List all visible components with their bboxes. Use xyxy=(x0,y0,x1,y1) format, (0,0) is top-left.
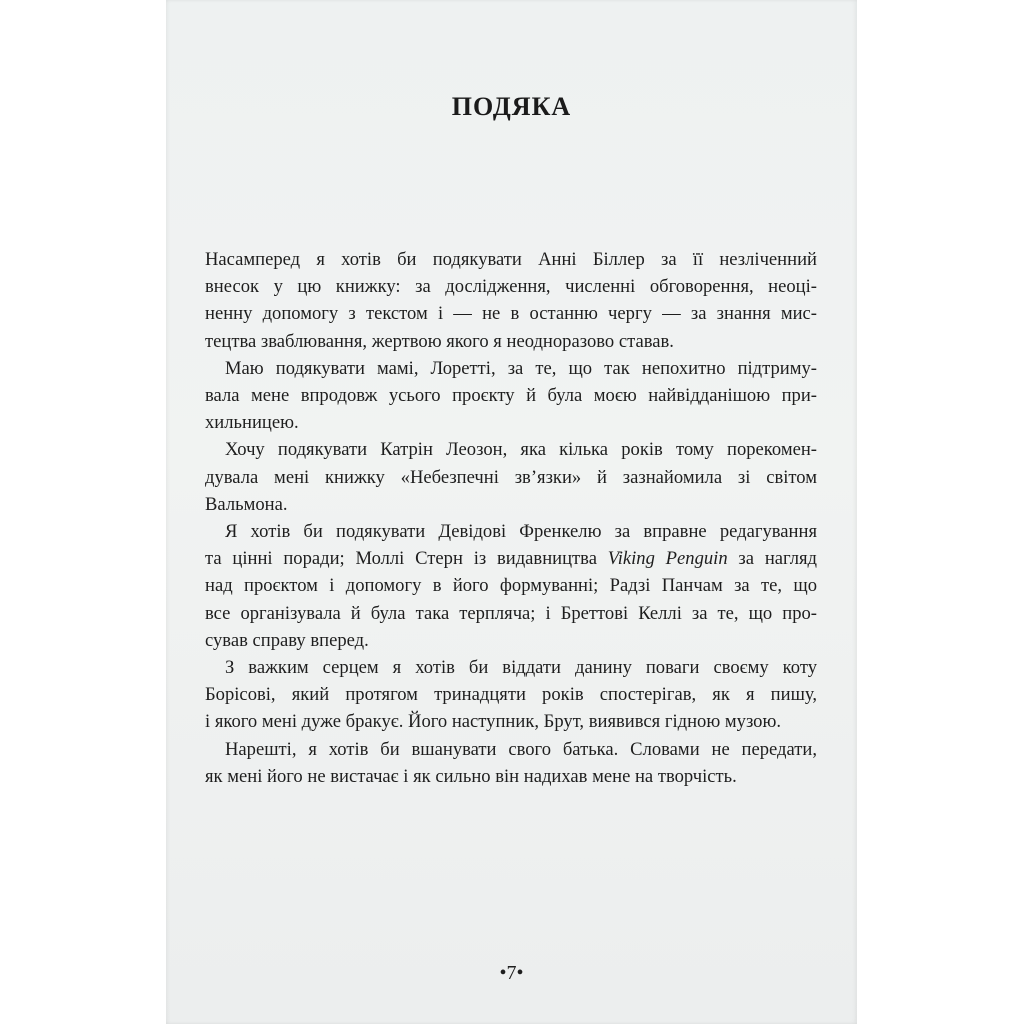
text-line: дувала мені книжку «Небезпечні зв’язки» й зазнайомила зі світом xyxy=(205,466,817,488)
paragraph-2 xyxy=(205,355,817,437)
text-line: хильницею. xyxy=(205,412,299,434)
text-line: і якого мені дуже бракує. Його наступник, Брут, виявився гідною музою. xyxy=(205,711,782,733)
text-line: З важким серцем я хотів би віддати данину поваги своєму коту xyxy=(225,657,817,679)
text-line: все організувала й була така терпляча; і Бреттові Келлі за те, що про- xyxy=(205,602,817,624)
paragraph-6 xyxy=(205,736,817,790)
text-line: Я хотів би подякувати Девідові Френкелю за вправне редагування xyxy=(225,521,817,543)
text-line xyxy=(205,545,817,572)
text-line: вала мене впродовж усього проєкту й була моєю найвідданішою при- xyxy=(205,385,817,407)
paragraph-4 xyxy=(205,518,817,654)
text-line: сував справу вперед. xyxy=(205,629,369,651)
page-number: •7• xyxy=(499,962,524,984)
text-segment: за нагляд xyxy=(727,548,817,570)
text-line: Нарешті, я хотів би вшанувати свого батька. Словами не передати, xyxy=(225,738,817,760)
text-line: Хочу подякувати Катрін Леозон, яка кілька років тому порекомен- xyxy=(225,439,817,461)
text-line: Насамперед я хотів би подякувати Анні Біллер за її незліченний xyxy=(205,249,817,270)
acknowledgements-text xyxy=(205,246,817,790)
text-line: внесок у цю книжку: за дослідження, численні обговорення, неоці- xyxy=(205,276,817,298)
text-line: ненну допомогу з текстом і — не в останню чергу — за знання мис- xyxy=(205,303,817,325)
text-line: Маю подякувати мамі, Лоретті, за те, що так непохитно підтриму- xyxy=(225,357,817,379)
text-line: Борісові, який протягом тринадцяти років спостерігав, як я пишу, xyxy=(205,684,817,706)
paragraph-1 xyxy=(205,246,817,355)
book-page xyxy=(166,0,857,1024)
text-line: Вальмона. xyxy=(205,493,288,515)
page-title: ПОДЯКА xyxy=(451,92,572,121)
paragraph-5 xyxy=(205,654,817,736)
paragraph-3 xyxy=(205,436,817,518)
text-line: як мені його не вистачає і як сильно він надихав мене на творчість. xyxy=(205,765,737,787)
text-line: над проєктом і допомогу в його формуванні; Радзі Панчам за те, що xyxy=(205,575,817,597)
text-line: тецтва зваблювання, жертвою якого я неодноразово ставав. xyxy=(205,330,674,352)
publisher-name: Viking Penguin xyxy=(607,548,728,570)
text-segment: та цінні поради; Моллі Стерн із видавництва xyxy=(205,548,608,570)
